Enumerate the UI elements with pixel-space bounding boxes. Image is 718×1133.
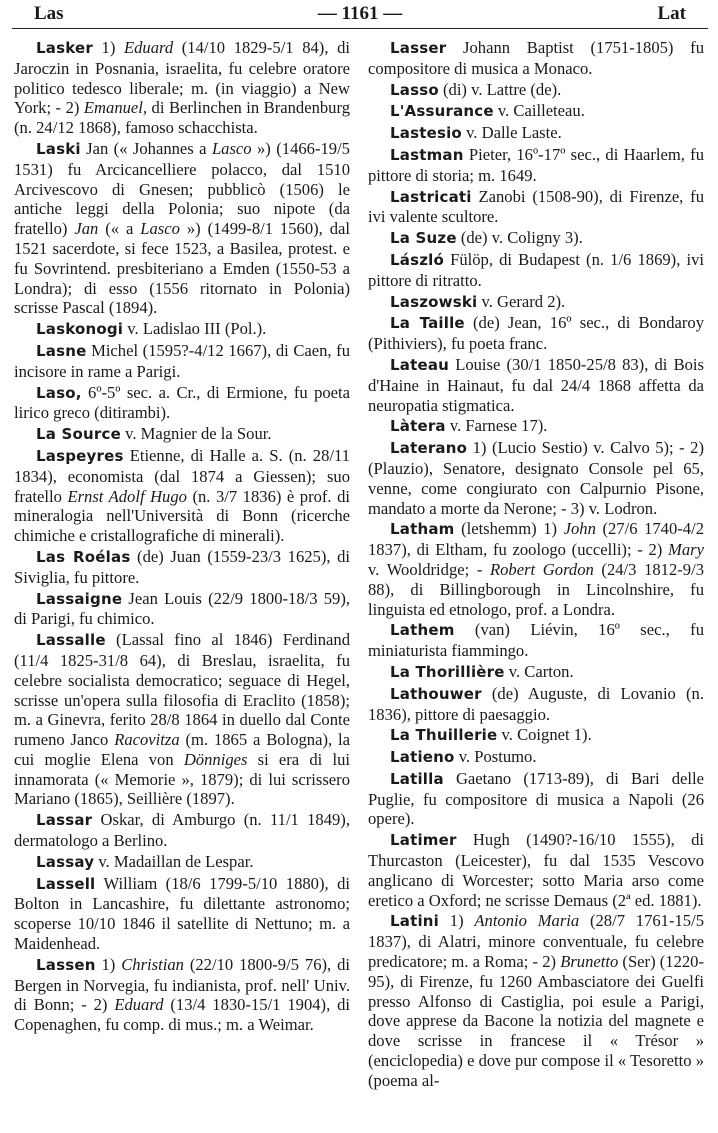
entry-headword: La Suze: [390, 229, 457, 248]
entry-italic-text: Christian: [121, 954, 184, 974]
entry-text: si era di lui innamorata (« Memorie », 1879); di lui scrissero Mariano (1865), Seillière (1897).: [14, 749, 350, 809]
entry-headword: Laszowski: [390, 292, 478, 311]
entry-italic-text: Mary: [668, 540, 704, 560]
page-number: — 1161 —: [317, 3, 403, 24]
entry-text: v. Coignet 1).: [497, 725, 592, 745]
entry-text: di Berlinchen in Brandenburg (n. 24/12 1868), famoso schacchista.: [14, 98, 350, 138]
entry-text: (van) Liévin, 16º sec., fu miniaturista fiammingo.: [368, 620, 704, 661]
dictionary-entry: [368, 228, 704, 249]
right-column: [368, 38, 704, 1092]
entry-text: Johann Baptist (1751-1805) fu compositore di musica a Monaco.: [368, 38, 704, 78]
entry-headword: Lassaigne: [36, 589, 123, 608]
entry-text: Michel (1595?-4/12 1667), di Caen, fu incisore in rame a Parigi.: [14, 340, 350, 381]
dictionary-entry: [14, 955, 350, 1035]
entry-headword: Lasker: [36, 39, 93, 57]
entry-headword: Latimer: [390, 831, 457, 850]
dictionary-entry: [368, 416, 704, 437]
dictionary-entry: [368, 684, 704, 725]
entry-headword: Laspeyres: [36, 446, 124, 465]
dictionary-entry: [14, 139, 350, 318]
entry-text: (letshemm) 1): [454, 519, 564, 539]
entry-text: Etienne, di Halle a. S. (n. 28/11 1834), economista (dal 1874 a Giessen); suo fratello: [14, 445, 350, 506]
entry-italic-text: Jan: [74, 219, 99, 239]
dictionary-entry: [368, 355, 704, 415]
entry-text: Jan (« Johannes a: [80, 138, 212, 158]
entry-headword: Latham: [390, 520, 455, 539]
entry-headword: L'Assurance: [390, 102, 494, 121]
entry-headword: Lasne: [36, 341, 87, 360]
entry-text: (de) Juan (1559-23/3 1625), di Siviglia, fu pittore.: [14, 546, 350, 587]
entry-text: (24/3 1812-9/3 88), di Billingborough in Lincolnshire, fu linguista ed etnologo, prof. a Londra.: [368, 559, 705, 619]
dictionary-entry: [368, 747, 704, 768]
dictionary-entry: [368, 80, 704, 101]
dictionary-entry: [14, 630, 350, 809]
entry-headword: Lathouwer: [390, 684, 482, 703]
dictionary-entry: [368, 101, 704, 122]
entry-text: v. Carton.: [504, 661, 574, 681]
entry-headword: Lastesio: [390, 124, 462, 143]
entry-text: v. Madaillan de Lespar.: [94, 851, 254, 871]
entry-text: 1) (Lucio Sestio) v. Calvo 5); - 2) (Plauzio), Senatore, designato Console pel 65, venne, come congiurato con Calpurnio Pisone, mandato a morte da Nerone; - 3) v. Lodron.: [368, 438, 704, 518]
dictionary-entry: [14, 852, 350, 873]
entry-text: Jean Louis (22/9 1800-18/3 59), di Parigi, fu chimico.: [14, 588, 350, 629]
entry-text: v. Ladislao III (Pol.).: [123, 319, 267, 339]
entry-text: (« a: [98, 219, 141, 239]
entry-headword: Latieno: [390, 748, 455, 767]
entry-italic-text: Brunetto: [560, 952, 619, 972]
dictionary-entry: [14, 38, 350, 138]
entry-italic-text: Robert Gordon: [490, 559, 594, 579]
entry-italic-text: Dönniges: [183, 749, 248, 769]
dictionary-entry: [368, 313, 704, 354]
entry-text: Gaetano (1713-89), di Bari delle Puglie, fu compositore di musica a Napoli (26 opere).: [368, 768, 704, 829]
entry-text: (de) Auguste, di Lovanio (n. 1836), pittore di paesaggio.: [368, 683, 704, 724]
entry-text: v. Farnese 17).: [445, 416, 548, 436]
dictionary-entry: [368, 911, 704, 1090]
entry-italic-text: Lasco: [140, 219, 180, 239]
entry-text: v. Wooldridge; -: [368, 559, 490, 579]
dictionary-entry: [368, 769, 704, 829]
entry-headword: Lastman: [390, 145, 464, 164]
entry-text: Louise (30/1 1850-25/8 83), di Bois d'Haine in Hainaut, fu dal 24/4 1868 affetta da neuropatia stigmatica.: [368, 354, 704, 415]
entry-headword: Lassar: [36, 811, 93, 830]
entry-italic-text: Emanuel,: [83, 98, 148, 118]
dictionary-entry: [368, 662, 704, 683]
entry-headword: Lassay: [36, 852, 95, 871]
entry-headword: László: [390, 250, 444, 269]
entry-headword: Làtera: [390, 417, 446, 436]
entry-text: ») (1499-8/1 1560), dal 1521 sacerdote, si fece 1523, a Basilea, protest. e fu Sovrintend. presbiteriano a Emden (1550-53 a Londra); di esso (1556 ritornato in Polonia) scrisse Pascal (1894).: [14, 219, 350, 318]
dictionary-entry: [14, 810, 350, 851]
entry-text: v. Magnier de la Sour.: [120, 424, 272, 444]
entry-text: Hugh (1490?-16/10 1555), di Thurcaston (Leicester), fu dal 1535 Vescovo anglicano di Worcester; sotto Maria arso come eretico a Oxford; ne scrisse Demaus (2ª ed. 1881).: [368, 830, 704, 910]
entry-text: (27/6 1740-4/2 1837), di Eltham, fu zoologo (uccelli); - 2): [368, 519, 704, 560]
entry-italic-text: Eduard: [123, 38, 174, 57]
entry-headword: Laski: [36, 139, 81, 158]
entry-headword: Laskonogi: [36, 320, 124, 339]
entry-headword: Latilla: [390, 769, 444, 788]
entry-text: 6º-5º sec. a. Cr., di Ermione, fu poeta lirico greco (ditirambi).: [14, 382, 350, 423]
entry-text: Oskar, di Amburgo (n. 11/1 1849), dermatologo a Berlino.: [14, 810, 350, 851]
entry-text: (n. 3/7 1836) è prof. di mineralogia nell'Università di Bonn (ricerche chimiche e cristallografiche di minerali).: [14, 486, 350, 546]
page-header: [12, 2, 708, 29]
entry-text: (Ser) (1220-95), di Firenze, fu 1260 Ambasciatore dei Guelfi presso Alfonso di Castiglia, poi esule a Parigi, dove apprese da Bacone la notizia del magnete e dove scrisse in francese il « Trésor » (enciclopedia) e dove pur compose il « Tesoretto » (poema al-: [368, 952, 704, 1090]
dictionary-entry: [14, 547, 350, 588]
entry-italic-text: Antonio Maria: [474, 911, 580, 931]
dictionary-entry: [14, 319, 350, 340]
dictionary-entry: [14, 341, 350, 382]
entry-text: (di) v. Lattre (de).: [438, 79, 562, 99]
dictionary-entry: [368, 292, 704, 313]
entry-text: ») (1466-19/5 1531) fu Arcicancelliere polacco, dal 1510 Arcivescovo di Gnesen; pubblicò (1506) le antiche leggi della Polonia; suo nipote (da fratello): [14, 138, 350, 239]
dictionary-entry: [14, 874, 350, 954]
dictionary-entry: [368, 145, 704, 186]
dictionary-entry: [14, 589, 350, 630]
entry-headword: Laterano: [390, 439, 468, 458]
header-left-guide-word: Las: [34, 3, 64, 24]
dictionary-entry: [368, 187, 704, 228]
entry-headword: Lateau: [390, 355, 450, 374]
dictionary-entry: [368, 250, 704, 291]
entry-italic-text: Racovitza: [114, 730, 180, 750]
entry-italic-text: John: [563, 519, 596, 539]
entry-headword: La Source: [36, 425, 121, 444]
dictionary-entry: [368, 38, 704, 79]
entry-text: (28/7 1761-15/5 1837), di Alatri, minore conventuale, fu celebre predicatore; m. a Roma; - 2): [368, 911, 704, 972]
entry-text: (m. 1865 a Bologna), la cui moglie Elena von: [14, 730, 350, 769]
entry-headword: Lasso: [390, 80, 439, 99]
dictionary-entry: [368, 438, 704, 518]
entry-headword: La Thorillière: [390, 662, 505, 681]
entry-italic-text: Lasco: [211, 138, 252, 158]
entry-text: 1): [92, 38, 124, 57]
dictionary-entry: [14, 424, 350, 445]
entry-headword: La Thuillerie: [390, 726, 498, 745]
entry-headword: Lathem: [390, 621, 455, 640]
dictionary-entry: [368, 830, 704, 910]
entry-headword: Las Roélas: [36, 547, 131, 566]
dictionary-entry: [368, 123, 704, 144]
entry-headword: Lassen: [36, 955, 96, 974]
entry-text: Fülöp, di Budapest (n. 1/6 1869), ivi pittore di ritratto.: [368, 249, 704, 290]
dictionary-entry: [14, 446, 350, 546]
entry-text: (14/10 1829-5/1 84), di Jaroczin in Posnania, israelita, fu celebre oratore politico tedesco liberale; m. (in viaggio) a New York; - 2): [14, 38, 350, 118]
dictionary-entry: [368, 620, 704, 661]
entry-text: (Lassal fino al 1846) Ferdinand (11/4 1825-31/8 64), di Breslau, israelita, fu celebre socialista democratico; seguace di Hegel, scrisse un'opera sulla filosofia di Eraclito (1858); m. a Ginevra, ferito 28/8 1864 in duello dal Conte rumeno Janco: [14, 630, 350, 750]
entry-italic-text: Eduard: [114, 995, 164, 1015]
entry-text: (de) Jean, 16º sec., di Bondaroy (Pithiviers), fu poeta franc.: [368, 313, 704, 354]
entry-text: 1): [439, 911, 475, 931]
entry-text: v. Dalle Laste.: [461, 123, 562, 143]
entry-text: (13/4 1830-15/1 1904), di Copenaghen, fu comp. di mus.; m. a Weimar.: [14, 995, 351, 1035]
dictionary-entry: [14, 383, 350, 424]
header-right-guide-word: Lat: [657, 3, 686, 24]
entry-headword: Latini: [390, 912, 440, 931]
entry-headword: La Taille: [390, 314, 465, 333]
left-column: [14, 38, 350, 1036]
entry-text: Zanobi (1508-90), di Firenze, fu ivi valente scultore.: [368, 186, 704, 227]
entry-headword: Lasser: [390, 39, 447, 57]
entry-headword: Laso,: [36, 383, 82, 402]
entry-headword: Lassalle: [36, 631, 106, 650]
entry-text: 1): [95, 954, 122, 974]
entry-text: (22/10 1800-9/5 76), di Bergen in Norvegia, fu indianista, prof. nell' Univ. di Bonn; - 2): [14, 954, 350, 1015]
entry-italic-text: Ernst Adolf Hugo: [67, 486, 187, 506]
entry-text: v. Gerard 2).: [477, 291, 566, 311]
entry-text: v. Cailleteau.: [493, 101, 585, 121]
entry-headword: Lassell: [36, 874, 96, 893]
entry-text: Pieter, 16º-17º sec., di Haarlem, fu pittore di storia; m. 1649.: [368, 144, 704, 185]
entry-text: (de) v. Coligny 3).: [456, 228, 583, 248]
entry-text: v. Postumo.: [454, 747, 537, 767]
entry-text: William (18/6 1799-5/10 1880), di Bolton in Lancashire, fu dilettante astronomo; scoperse 10/10 1846 il satellite di Nettuno; m. a Maidenhead.: [14, 873, 350, 954]
entry-headword: Lastricati: [390, 187, 472, 206]
dictionary-entry: [368, 519, 704, 619]
dictionary-entry: [368, 725, 704, 746]
